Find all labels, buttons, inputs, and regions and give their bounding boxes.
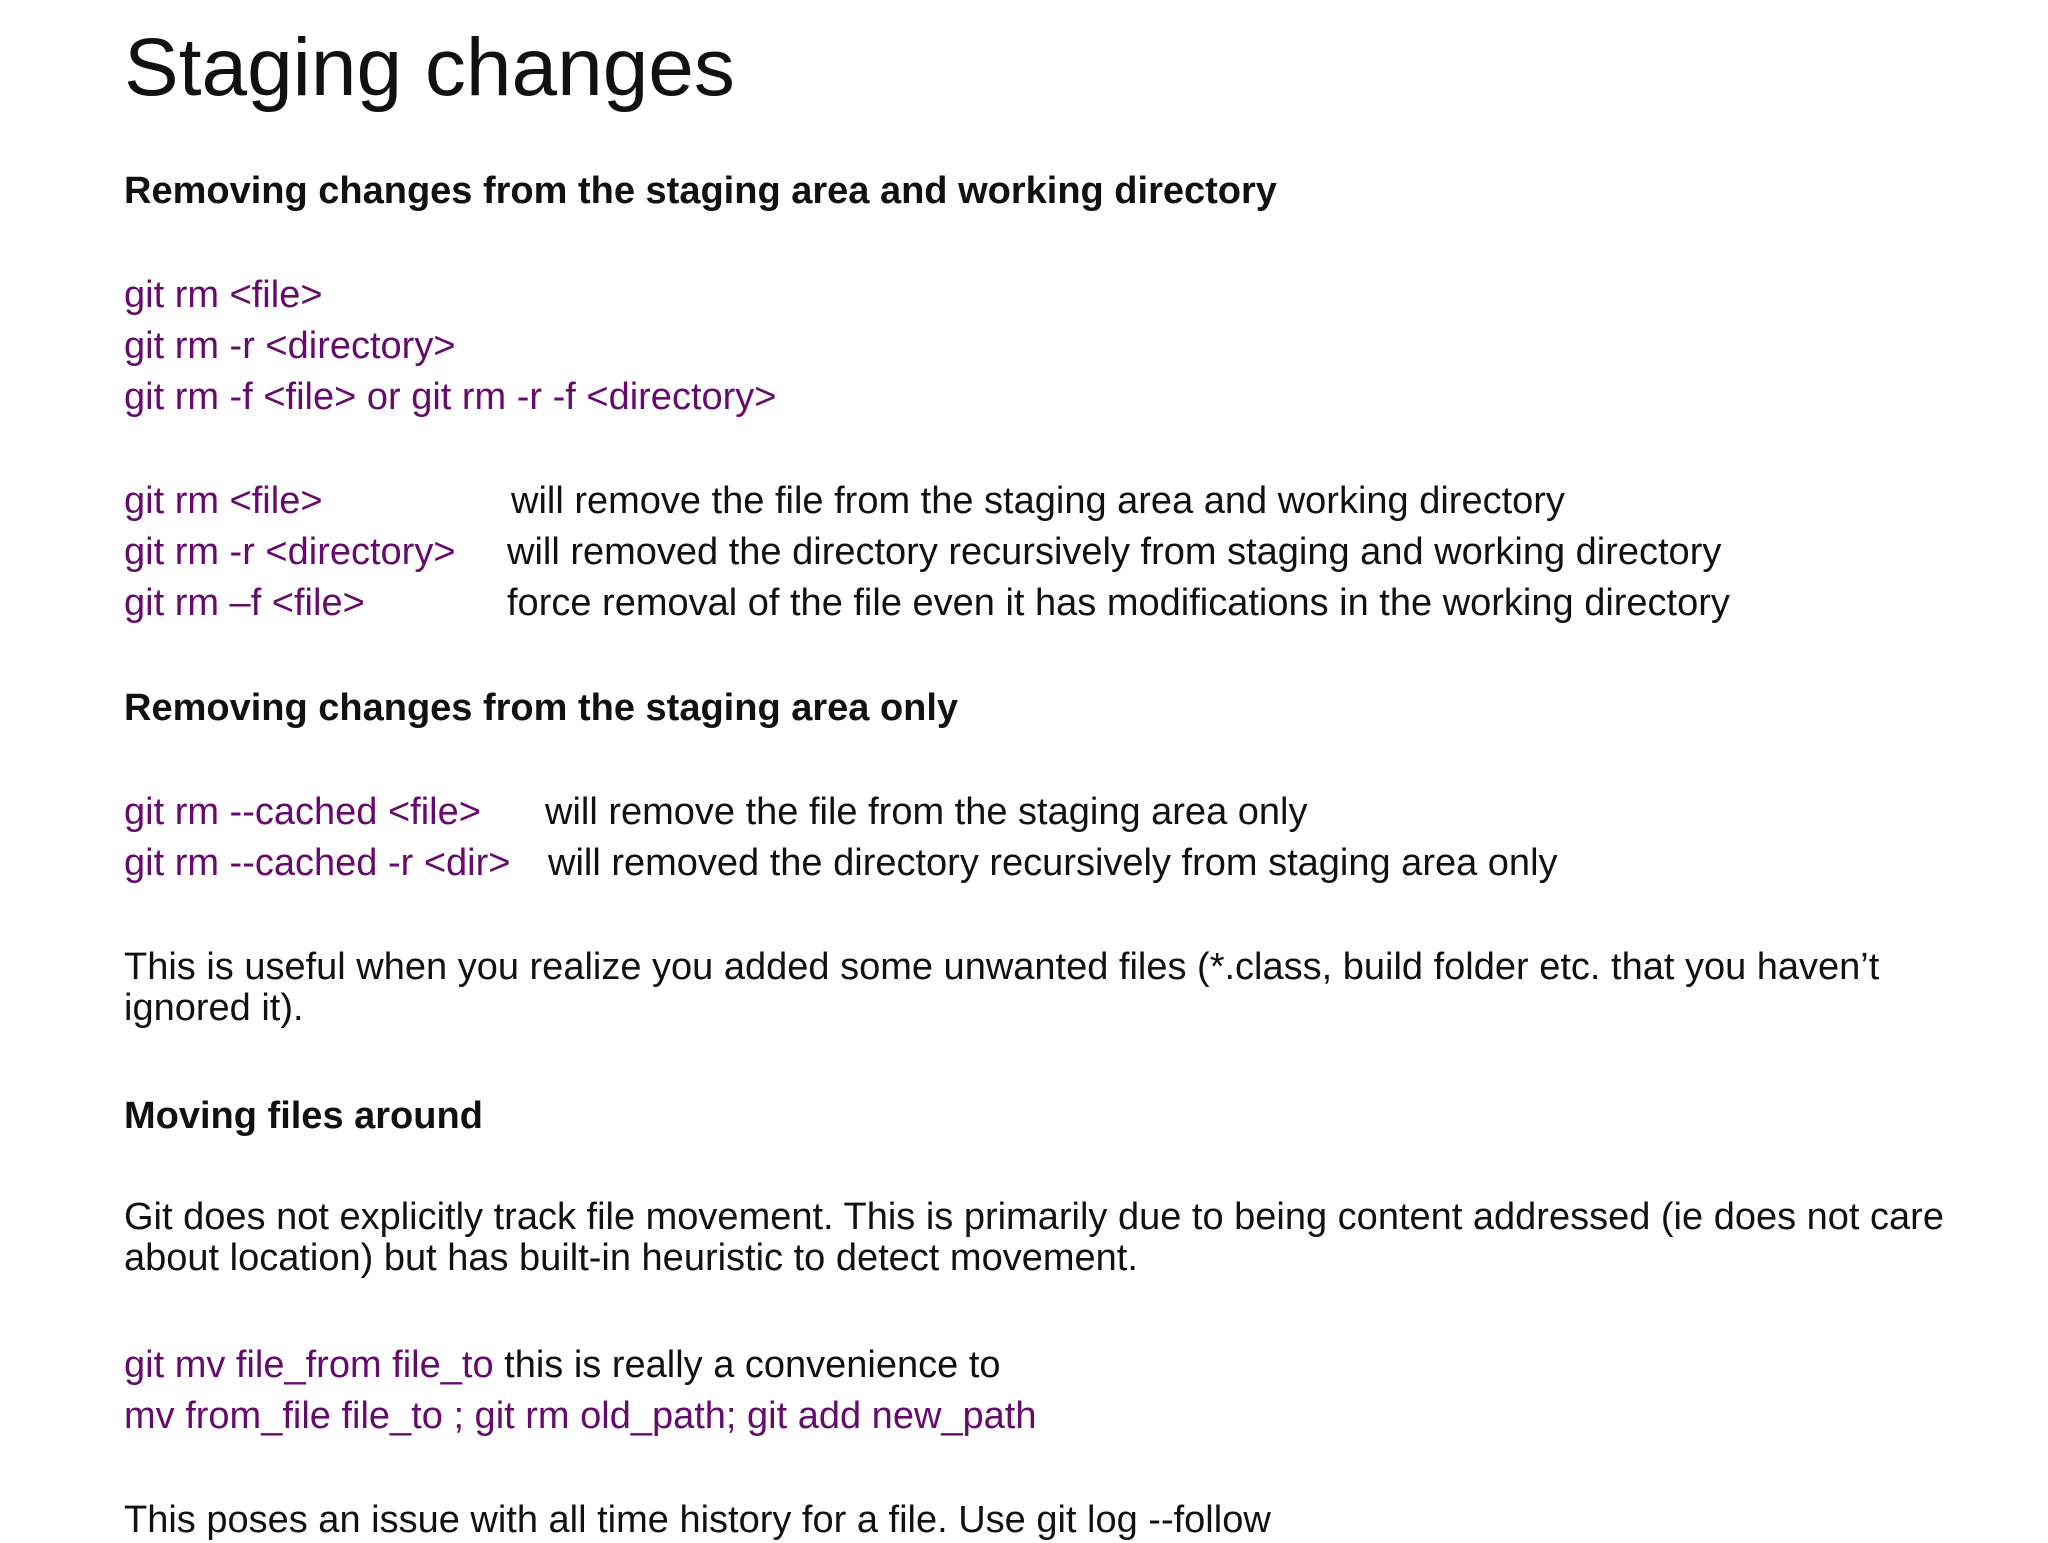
git-movement-paragraph: Git does not explicitly track file movement. This is primarily due to being content addressed (ie does not care about location) but has built-in heuristic to detect movement. <box>124 1196 1944 1279</box>
section-heading-remove-staging-only: Removing changes from the staging area only <box>124 687 959 729</box>
explanation-cmd-rm-dir: git rm -r <directory> <box>124 531 456 573</box>
history-note: This poses an issue with all time history for a file. Use git log --follow <box>124 1499 1271 1541</box>
explanation-desc-cached-dir: will removed the directory recursively from staging area only <box>548 842 1558 884</box>
explanation-desc-rm-file: will remove the file from the staging area and working directory <box>511 480 1565 522</box>
explanation-desc-cached-file: will remove the file from the staging area only <box>545 791 1308 833</box>
slide-title: Staging changes <box>124 22 735 113</box>
git-mv-command: git mv file_from file_to <box>124 1344 494 1386</box>
command-line-2: git rm -r <directory> <box>124 325 456 367</box>
explanation-cmd-cached-file: git rm --cached <file> <box>124 791 481 833</box>
useful-note-paragraph: This is useful when you realize you added some unwanted files (*.class, build folder etc. that you haven’t ignored it). <box>124 946 1880 1029</box>
mv-equivalent-command: mv from_file file_to ; git rm old_path; git add new_path <box>124 1395 1037 1437</box>
explanation-cmd-rm-file: git rm <file> <box>124 480 323 522</box>
git-mv-convenience-text: this is really a convenience to <box>493 1344 1001 1386</box>
explanation-cmd-cached-dir: git rm --cached -r <dir> <box>124 842 511 884</box>
section-heading-moving-files: Moving files around <box>124 1095 483 1137</box>
git-mv-line <box>124 1342 1001 1388</box>
explanation-cmd-rm-force: git rm –f <file> <box>124 582 365 624</box>
explanation-desc-rm-force: force removal of the file even it has modifications in the working directory <box>507 582 1730 624</box>
command-line-3: git rm -f <file> or git rm -r -f <directory> <box>124 376 777 418</box>
section-heading-remove-staging-working: Removing changes from the staging area and working directory <box>124 170 1277 212</box>
command-line-1: git rm <file> <box>124 274 323 316</box>
explanation-desc-rm-dir: will removed the directory recursively from staging and working directory <box>507 531 1722 573</box>
